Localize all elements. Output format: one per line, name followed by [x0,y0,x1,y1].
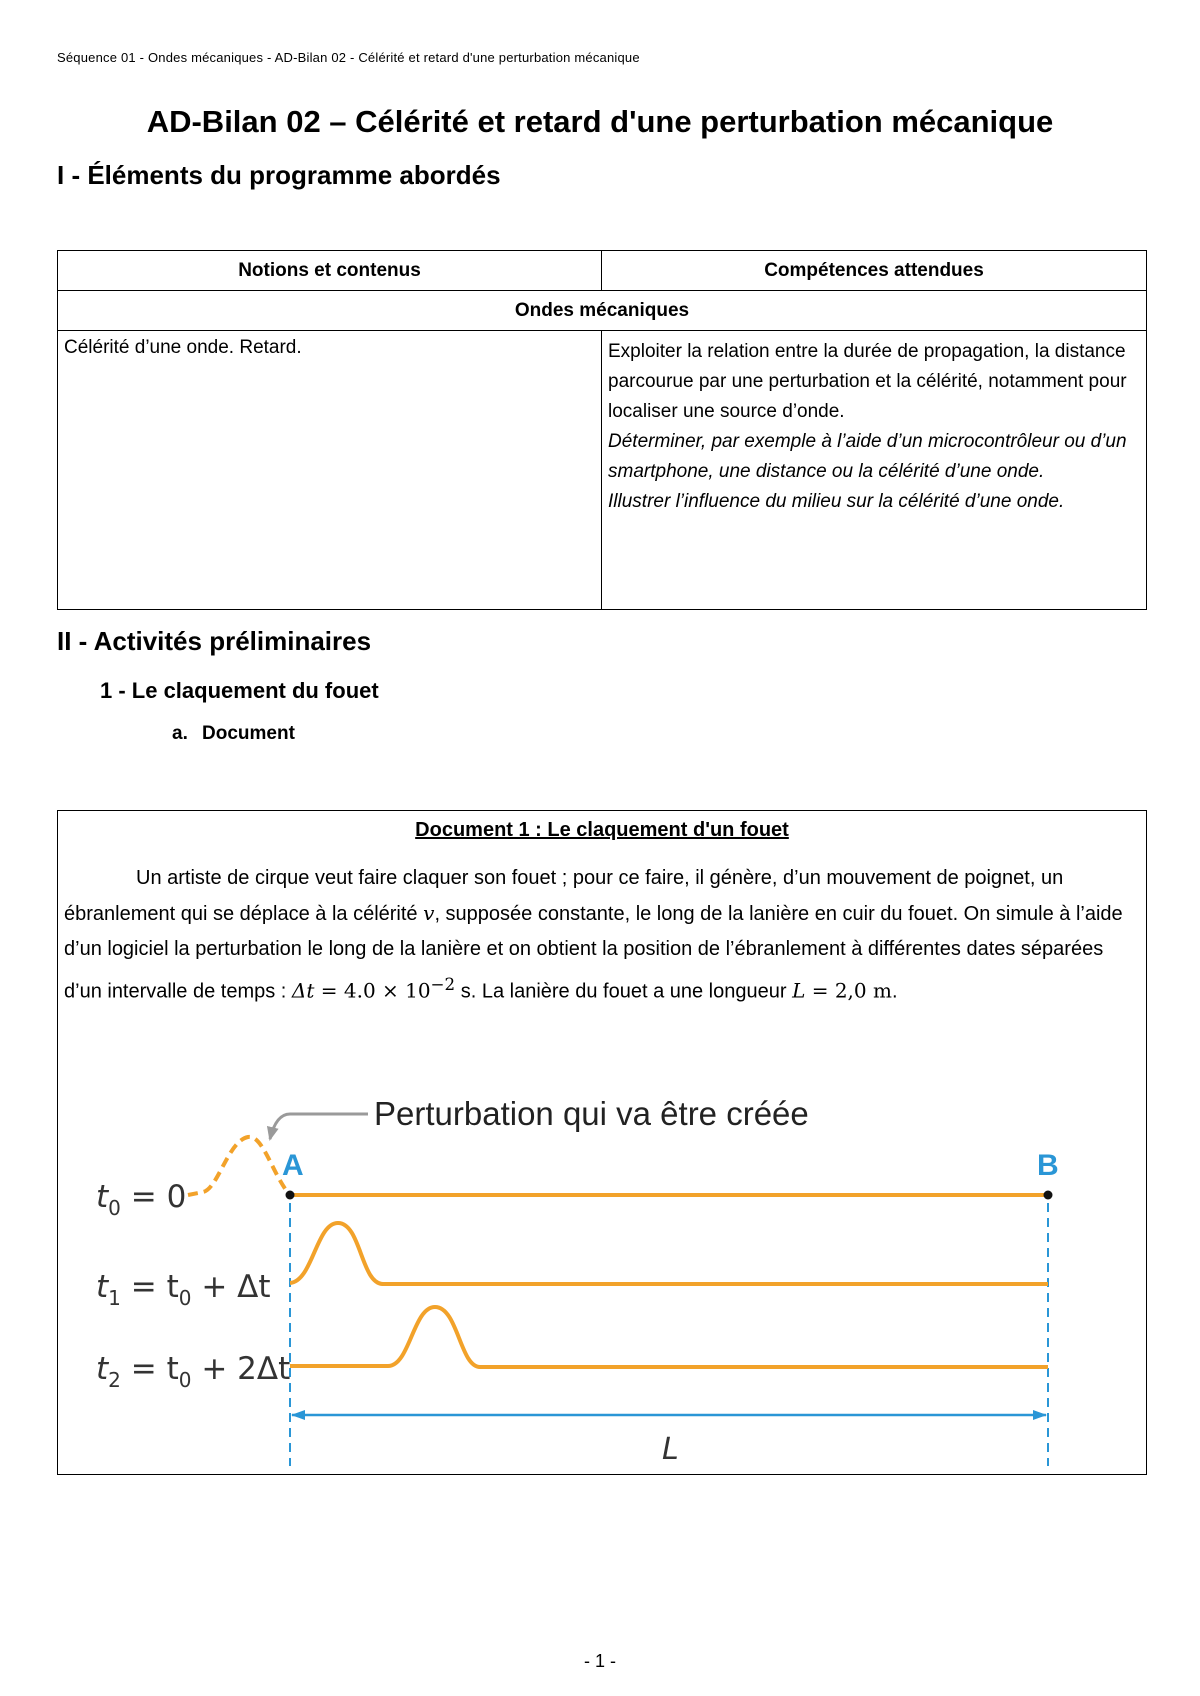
table-row [58,331,1147,610]
point-b-dot [1044,1191,1053,1200]
page-title: AD-Bilan 02 – Célérité et retard d'une perturbation mécanique [146,104,1054,139]
t2-label: $t_2 = t_0 + 2\Delta t$ [96,1351,291,1392]
section-heading-1: I - Éléments du programme abordés [57,160,501,190]
table-span-cell: Ondes mécaniques [58,291,1147,331]
paragraph-text-1: Un artiste de cirque veut faire claquer son fouet ; pour ce faire, il génère, d’un mouvement de poignet, un ébranlement qui se déplace à la célérité [64,867,1064,925]
math-exponent: −2 [430,975,456,994]
length-label: L [662,1432,679,1467]
callout-arrow [270,1114,368,1139]
subsubsection-number: a. [172,723,188,744]
math-L-value: = 2,0 m [805,978,892,1003]
paragraph-end: . [891,980,898,1003]
document-title: Document 1 : Le claquement d'un fouet [415,819,789,841]
math-L: L [792,978,806,1003]
subsection-heading: 1 - Le claquement du fouet [100,678,379,703]
table-header-row [58,251,1147,291]
subsubsection-heading [172,723,295,745]
competence-italic-2: Illustrer l’influence du milieu sur la célérité d’une onde. [608,491,1065,512]
column-header-notions: Notions et contenus [58,251,602,291]
dashed-perturbation [188,1137,290,1195]
rope-t1 [290,1223,1048,1284]
math-v: v [423,901,435,925]
math-dt: Δt [291,978,315,1003]
math-dt-value: = 4.0 × 10 [314,978,431,1003]
competence-cell [602,331,1147,610]
rope-t2 [290,1307,1048,1367]
notion-cell: Célérité d’une onde. Retard. [58,331,602,610]
paragraph-text-3: s. La lanière du fouet a une longueur [455,980,793,1003]
paragraph-text-2: , supposée constante, le long de la lanière en cuir du fouet. On simule à l’aide d’un logiciel la perturbation le long de la lanière et on obtient la position de l’ébranlement à différentes dates séparées d’un intervalle de temps : [64,903,1123,1003]
whip-figure [58,811,1146,1474]
competence-main: Exploiter la relation entre la durée de propagation, la distance parcourue par une perturbation et la célérité, notamment pour localiser une source d’onde. [608,341,1127,422]
program-table [57,250,1147,610]
subsubsection-label: Document [202,723,295,744]
point-b-label: B [1037,1149,1059,1182]
point-a-dot [286,1191,295,1200]
column-header-competences: Compétences attendues [602,251,1147,291]
t0-label: $t_0 = 0$ [96,1179,187,1220]
section-heading-2: II - Activités préliminaires [57,626,372,656]
callout-label: Perturbation qui va être créée [374,1095,809,1132]
competence-italic-1: Déterminer, par exemple à l’aide d’un microcontrôleur ou d’un smartphone, une distance ou la célérité d’une onde. [608,431,1127,482]
point-a-label: A [282,1149,304,1182]
document-box [57,810,1147,1475]
page-number: - 1 - [583,1651,616,1671]
t1-label: $t_1 = t_0 + \Delta t$ [96,1269,271,1310]
table-span-row [58,291,1147,331]
running-header: Séquence 01 - Ondes mécaniques - AD-Bilan 02 - Célérité et retard d'une perturbation mécanique [57,50,640,65]
